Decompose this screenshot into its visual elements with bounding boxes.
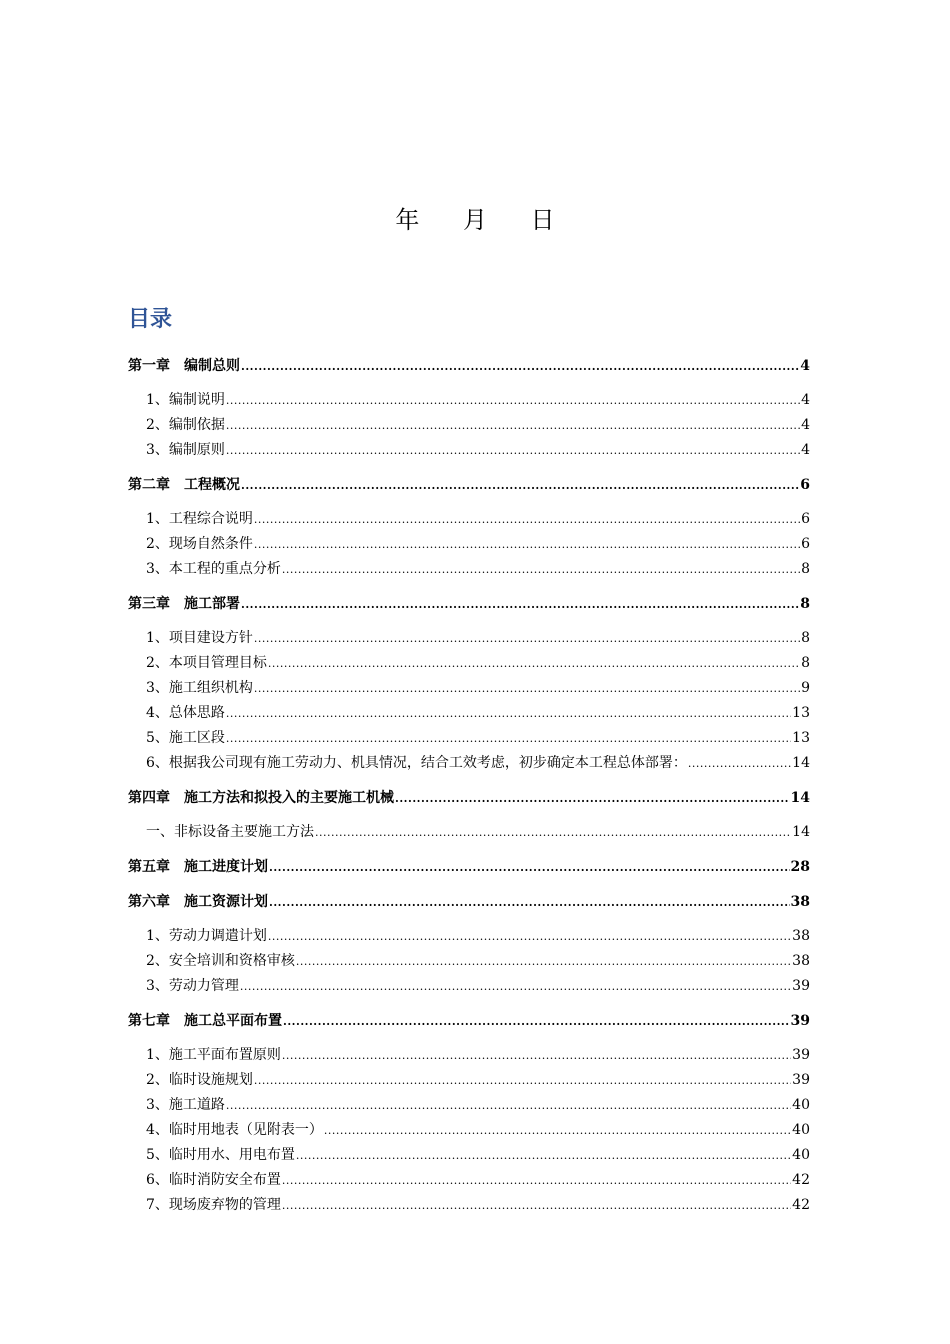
- toc-dot-leader: [282, 557, 800, 582]
- toc-dot-leader: [254, 676, 800, 701]
- toc-section-entry[interactable]: [128, 626, 810, 651]
- toc-entry-label: 第七章 施工总平面布置: [128, 1013, 282, 1029]
- toc-section-entry[interactable]: [128, 1193, 810, 1218]
- toc-page-number: 39: [792, 1072, 810, 1088]
- toc-entry-label: 第三章 施工部署: [128, 596, 240, 612]
- toc-entry-label: 1、劳动力调遣计划: [146, 928, 267, 944]
- date-line: [0, 200, 950, 235]
- toc-section-entry[interactable]: [128, 413, 810, 438]
- toc-dot-leader: [226, 388, 800, 413]
- toc-entry-label: 一、非标设备主要施工方法: [146, 824, 314, 840]
- toc-page-number: 39: [792, 978, 810, 994]
- toc-page-number: 4: [801, 417, 810, 433]
- date-month: 月: [463, 206, 487, 234]
- toc-dot-leader: [226, 438, 800, 463]
- toc-dot-leader: [282, 1193, 791, 1218]
- toc-page-number: 4: [800, 358, 810, 374]
- toc-page-number: 39: [790, 1013, 810, 1029]
- toc-dot-leader: [269, 890, 790, 915]
- toc-dot-leader: [296, 949, 791, 974]
- toc-entry-label: 2、临时设施规划: [146, 1072, 253, 1088]
- toc-dot-leader: [268, 651, 800, 676]
- toc-entry-label: 2、本项目管理目标: [146, 655, 267, 671]
- toc-chapter-entry[interactable]: [128, 1009, 810, 1034]
- toc-heading: 目录: [128, 307, 173, 332]
- toc-page-number: 13: [792, 730, 810, 746]
- toc-section-entry[interactable]: [128, 651, 810, 676]
- toc-section-entry[interactable]: [128, 507, 810, 532]
- toc-page-number: 40: [792, 1122, 810, 1138]
- toc-page-number: 9: [801, 680, 810, 696]
- toc-entry-label: 1、编制说明: [146, 392, 225, 408]
- toc-section-entry[interactable]: [128, 1118, 810, 1143]
- toc-page-number: 8: [801, 561, 810, 577]
- toc-page-number: 8: [801, 655, 810, 671]
- toc-entry-label: 3、施工道路: [146, 1097, 225, 1113]
- toc-chapter-entry[interactable]: [128, 855, 810, 880]
- toc-section-entry[interactable]: [128, 949, 810, 974]
- toc-dot-leader: [241, 473, 799, 498]
- toc-dot-leader: [241, 354, 799, 379]
- toc-entry-label: 1、工程综合说明: [146, 511, 253, 527]
- toc-page-number: 38: [792, 953, 810, 969]
- toc-dot-leader: [254, 1068, 791, 1093]
- date-day: 日: [530, 206, 555, 234]
- toc-entry-label: 1、项目建设方针: [146, 630, 253, 646]
- toc-entry-label: 5、施工区段: [146, 730, 225, 746]
- toc-page-number: 39: [792, 1047, 810, 1063]
- toc-section-entry[interactable]: [128, 751, 810, 776]
- date-year: 年: [395, 206, 420, 234]
- toc-dot-leader: [315, 820, 791, 845]
- toc-dot-leader: [254, 507, 800, 532]
- toc-section-entry[interactable]: [128, 532, 810, 557]
- toc-page-number: 6: [800, 477, 810, 493]
- toc-section-entry[interactable]: [128, 701, 810, 726]
- toc-entry-label: 6、根据我公司现有施工劳动力、机具情况，结合工效考虑，初步确定本工程总体部署：: [146, 755, 687, 771]
- toc-entry-label: 第一章 编制总则: [128, 358, 240, 374]
- toc-dot-leader: [226, 701, 791, 726]
- toc-dot-leader: [269, 855, 790, 880]
- toc-chapter-entry[interactable]: [128, 592, 810, 617]
- toc-page-number: 28: [790, 859, 810, 875]
- toc-entry-label: 第二章 工程概况: [128, 477, 240, 493]
- toc-page-number: 4: [801, 392, 810, 408]
- toc-page-number: 38: [790, 894, 810, 910]
- toc-dot-leader: [282, 1043, 791, 1068]
- toc-page-number: 40: [792, 1147, 810, 1163]
- toc-section-entry[interactable]: [128, 726, 810, 751]
- toc-section-entry[interactable]: [128, 1168, 810, 1193]
- toc-dot-leader: [226, 413, 800, 438]
- toc-dot-leader: [240, 974, 791, 999]
- toc-dot-leader: [241, 592, 799, 617]
- toc-entry-label: 第六章 施工资源计划: [128, 894, 268, 910]
- toc-page-number: 40: [792, 1097, 810, 1113]
- toc-page-number: 14: [792, 824, 810, 840]
- toc-entry-label: 2、现场自然条件: [146, 536, 253, 552]
- toc-entry-label: 4、总体思路: [146, 705, 225, 721]
- toc-page-number: 38: [792, 928, 810, 944]
- toc-entry-label: 2、安全培训和资格审核: [146, 953, 295, 969]
- toc-entry-label: 4、临时用地表（见附表一）: [146, 1122, 323, 1138]
- toc-entry-label: 3、编制原则: [146, 442, 225, 458]
- toc-dot-leader: [226, 726, 791, 751]
- toc-dot-leader: [254, 532, 800, 557]
- toc-dot-leader: [283, 1009, 790, 1034]
- toc-dot-leader: [395, 786, 790, 811]
- toc-chapter-entry[interactable]: [128, 354, 810, 379]
- toc-page-number: 4: [801, 442, 810, 458]
- toc-entry-label: 第四章 施工方法和拟投入的主要施工机械: [128, 790, 394, 806]
- toc-page-number: 13: [792, 705, 810, 721]
- toc-dot-leader: [226, 1093, 791, 1118]
- toc-chapter-entry[interactable]: [128, 890, 810, 915]
- toc-page-number: 42: [792, 1172, 810, 1188]
- toc-entry-label: 1、施工平面布置原则: [146, 1047, 281, 1063]
- toc-section-entry[interactable]: [128, 557, 810, 582]
- toc-page-number: 14: [792, 755, 810, 771]
- toc-section-entry[interactable]: [128, 438, 810, 463]
- toc-entry-label: 3、本工程的重点分析: [146, 561, 281, 577]
- toc-dot-leader: [324, 1118, 791, 1143]
- toc-entry-label: 3、劳动力管理: [146, 978, 239, 994]
- toc-dot-leader: [254, 626, 800, 651]
- toc-page-number: 6: [801, 536, 810, 552]
- toc-dot-leader: [296, 1143, 791, 1168]
- toc-section-entry[interactable]: [128, 924, 810, 949]
- toc-page-number: 14: [790, 790, 810, 806]
- toc-page-number: 42: [792, 1197, 810, 1213]
- toc-chapter-entry[interactable]: [128, 473, 810, 498]
- toc-dot-leader: [268, 924, 791, 949]
- toc-section-entry[interactable]: [128, 1043, 810, 1068]
- toc-section-entry[interactable]: [128, 1068, 810, 1093]
- toc-section-entry[interactable]: [128, 1143, 810, 1168]
- toc-chapter-entry[interactable]: [128, 786, 810, 811]
- toc-entry-label: 6、临时消防安全布置: [146, 1172, 281, 1188]
- toc-entry-label: 7、现场废弃物的管理: [146, 1197, 281, 1213]
- toc-dot-leader: [688, 751, 791, 776]
- toc-page-number: 8: [800, 596, 810, 612]
- toc-section-entry[interactable]: [128, 676, 810, 701]
- toc-entry-label: 5、临时用水、用电布置: [146, 1147, 295, 1163]
- toc-entry-label: 第五章 施工进度计划: [128, 859, 268, 875]
- toc-entry-label: 2、编制依据: [146, 417, 225, 433]
- toc-section-entry[interactable]: [128, 1093, 810, 1118]
- toc-page-number: 8: [801, 630, 810, 646]
- toc-dot-leader: [282, 1168, 791, 1193]
- table-of-contents: [128, 354, 810, 1218]
- toc-entry-label: 3、施工组织机构: [146, 680, 253, 696]
- toc-section-entry[interactable]: [128, 388, 810, 413]
- toc-page-number: 6: [801, 511, 810, 527]
- toc-section-entry[interactable]: [128, 820, 810, 845]
- toc-section-entry[interactable]: [128, 974, 810, 999]
